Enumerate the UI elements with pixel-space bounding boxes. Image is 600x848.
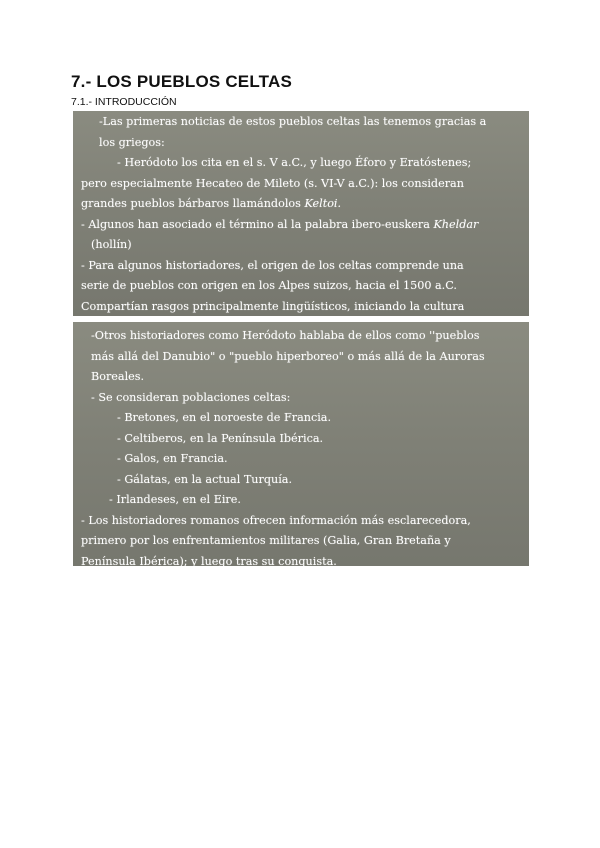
slide2-line-2: más allá del Danubio" o "pueblo hiperboreo" o más allá de la Auroras bbox=[91, 349, 485, 363]
slide1-line-9: serie de pueblos con origen en los Alpes suizos, hacia el 1500 a.C. bbox=[81, 279, 457, 292]
slide-image-2 bbox=[73, 322, 529, 566]
slide1-kheldar: Kheldar bbox=[433, 217, 479, 231]
slide1-line-7: (hollín) bbox=[91, 238, 132, 251]
slide1-line-3: - Heródoto los cita en el s. V a.C., y luego Éforo y Eratóstenes; bbox=[117, 156, 472, 169]
slide2-line-10: - Los historiadores romanos ofrecen información más esclarecedora, bbox=[81, 513, 471, 527]
slide1-keltoi: Keltoi. bbox=[304, 197, 342, 210]
slide2-line-7: - Galos, en Francia. bbox=[117, 452, 228, 465]
slide2-line-4: - Se consideran poblaciones celtas: bbox=[91, 390, 291, 404]
subsection-title: 7.1.- INTRODUCCIÓN bbox=[71, 96, 177, 108]
slide1-line-10: Compartían rasgos principalmente lingüísticos, iniciando la cultura bbox=[81, 299, 465, 313]
slide1-line-6 bbox=[81, 215, 521, 236]
slide-image-1 bbox=[73, 111, 529, 316]
slide1-line-1: -Las primeras noticias de estos pueblos celtas las tenemos gracias a bbox=[99, 115, 487, 128]
slide2-line-5: - Bretones, en el noroeste de Francia. bbox=[117, 411, 332, 424]
slide2-line-12: Península Ibérica); y luego tras su conquista. bbox=[81, 554, 337, 568]
slide1-line-8: - Para algunos historiadores, el origen de los celtas comprende una bbox=[81, 258, 464, 272]
slide2-line-9: - Irlandeses, en el Eire. bbox=[109, 493, 241, 506]
slide2-line-11: primero por los enfrentamientos militares (Galia, Gran Bretaña y bbox=[81, 534, 451, 547]
section-title: 7.- LOS PUEBLOS CELTAS bbox=[71, 72, 293, 91]
slide1-line-5-text: grandes pueblos bárbaros llamándolos bbox=[81, 197, 305, 210]
slide2-line-6: - Celtiberos, en la Península Ibérica. bbox=[117, 431, 324, 445]
slide1-line-6-text: - Algunos han asociado el término al la palabra ibero-euskera bbox=[81, 217, 434, 231]
slide2-line-3: Boreales. bbox=[91, 370, 145, 383]
slide1-line-2: los griegos: bbox=[99, 135, 165, 149]
slide2-line-1: -Otros historiadores como Heródoto hablaba de ellos como ''pueblos bbox=[91, 329, 480, 342]
slide2-line-8: - Gálatas, en la actual Turquía. bbox=[117, 472, 293, 486]
slide1-line-4: pero especialmente Hecateo de Mileto (s. VI-V a.C.): los consideran bbox=[81, 176, 464, 190]
slide1-line-5 bbox=[81, 194, 521, 215]
